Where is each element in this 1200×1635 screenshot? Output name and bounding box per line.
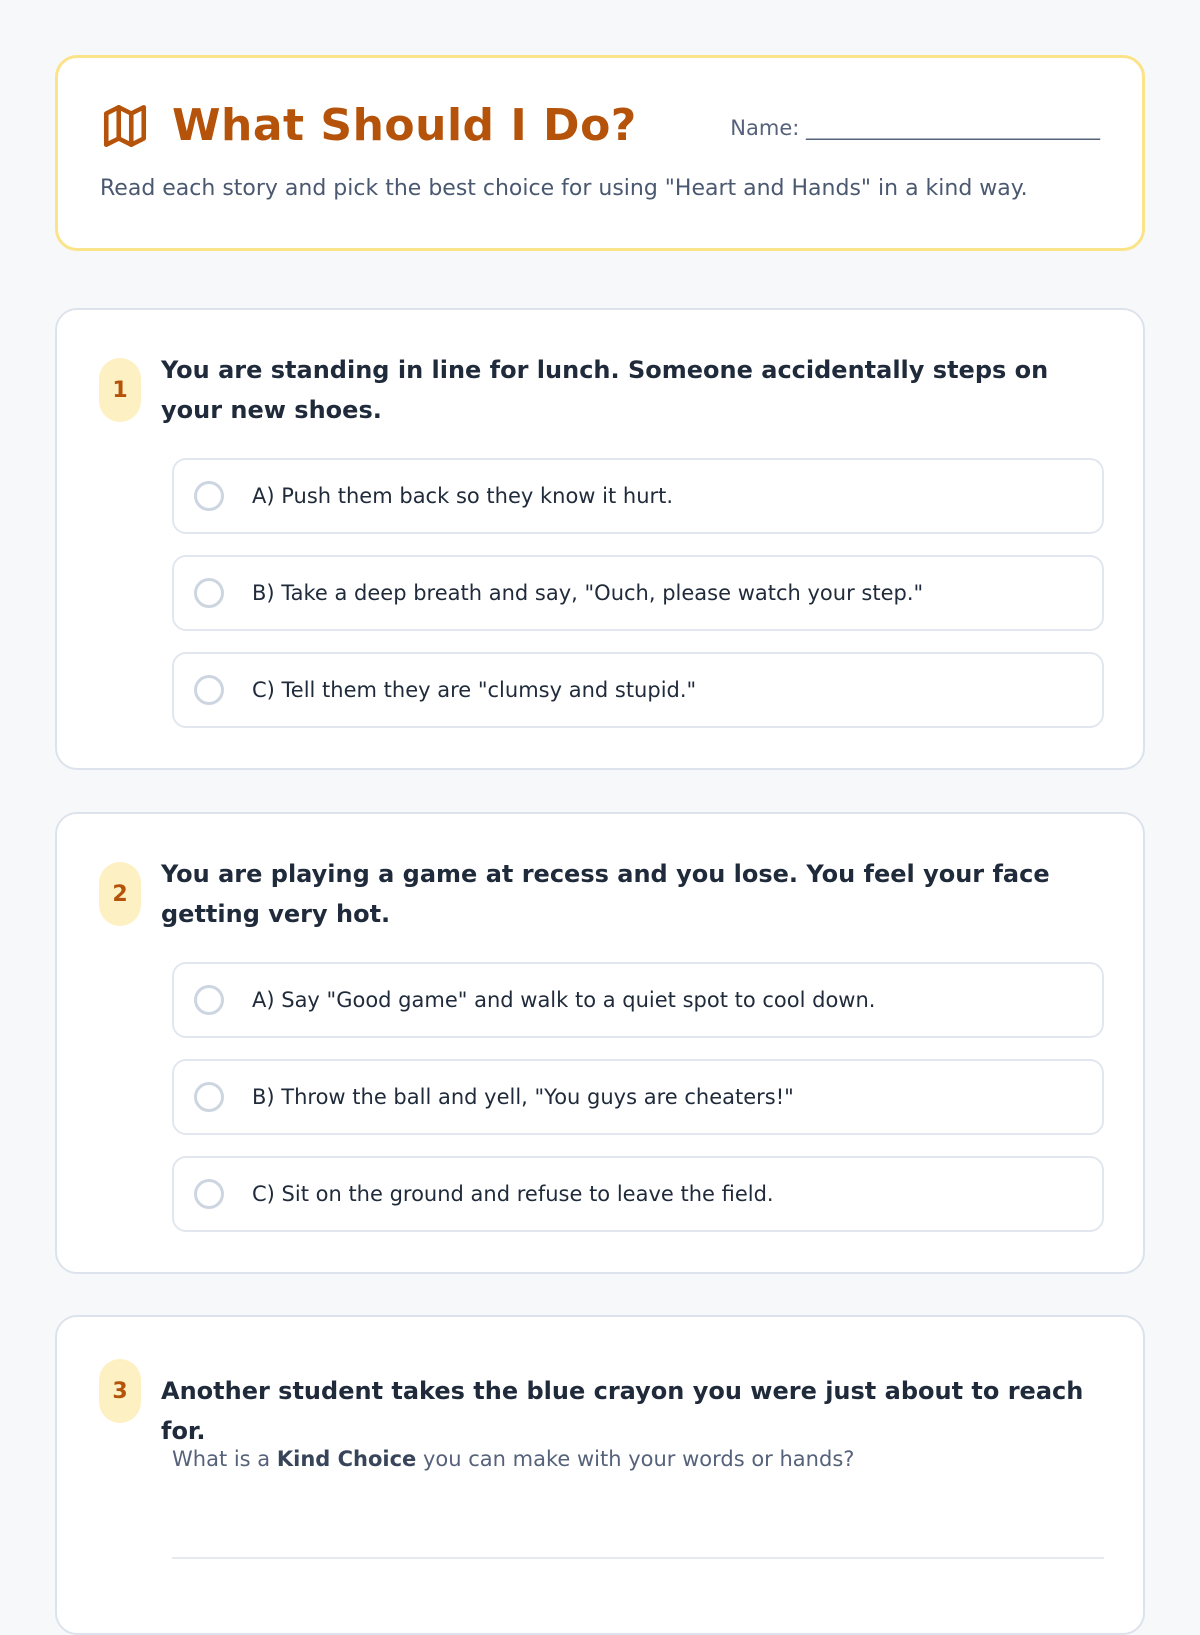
- instructions: Read each story and pick the best choice for using "Heart and Hands" in a kind way.: [100, 176, 1028, 201]
- radio-button[interactable]: [194, 1179, 224, 1209]
- question-number-badge: 3: [99, 1359, 141, 1423]
- option-label: A) Push them back so they know it hurt.: [252, 484, 674, 508]
- option-label: C) Sit on the ground and refuse to leave the field.: [252, 1182, 774, 1206]
- map-icon: [100, 101, 150, 151]
- question-text: Another student takes the blue crayon you were just about to reach for.: [161, 1377, 1084, 1445]
- answer-option-c[interactable]: [172, 652, 1104, 728]
- prompt-emphasis: Kind Choice: [276, 1447, 417, 1471]
- radio-button[interactable]: [194, 985, 224, 1015]
- answer-option-a[interactable]: [172, 962, 1104, 1038]
- name-field[interactable]: Name: ____________________________: [730, 116, 1100, 140]
- prompt-suffix: you can make with your words or hands?: [416, 1447, 855, 1471]
- question-card-2: [55, 812, 1145, 1274]
- answer-option-a[interactable]: [172, 458, 1104, 534]
- radio-button[interactable]: [194, 1082, 224, 1112]
- question-number-badge: 2: [99, 862, 141, 926]
- title-row: [100, 100, 637, 151]
- option-label: C) Tell them they are "clumsy and stupid.": [252, 678, 697, 702]
- header-card: [55, 55, 1145, 251]
- radio-button[interactable]: [194, 675, 224, 705]
- option-label: B) Take a deep breath and say, "Ouch, please watch your step.": [252, 581, 924, 605]
- answer-writing-line[interactable]: [172, 1557, 1104, 1559]
- question-card-3: [55, 1315, 1145, 1635]
- question-card-1: [55, 308, 1145, 770]
- answer-option-b[interactable]: [172, 1059, 1104, 1135]
- question-text: You are standing in line for lunch. Someone accidentally steps on your new shoes.: [161, 356, 1049, 424]
- answer-prompt: [172, 1447, 854, 1471]
- radio-button[interactable]: [194, 481, 224, 511]
- option-label: A) Say "Good game" and walk to a quiet spot to cool down.: [252, 988, 876, 1012]
- question-text: You are playing a game at recess and you lose. You feel your face getting very hot.: [161, 860, 1050, 928]
- radio-button[interactable]: [194, 578, 224, 608]
- prompt-prefix: What is a: [172, 1447, 277, 1471]
- page-title: What Should I Do?: [172, 100, 637, 151]
- answer-option-c[interactable]: [172, 1156, 1104, 1232]
- option-label: B) Throw the ball and yell, "You guys are cheaters!": [252, 1085, 794, 1109]
- question-number-badge: 1: [99, 358, 141, 422]
- answer-option-b[interactable]: [172, 555, 1104, 631]
